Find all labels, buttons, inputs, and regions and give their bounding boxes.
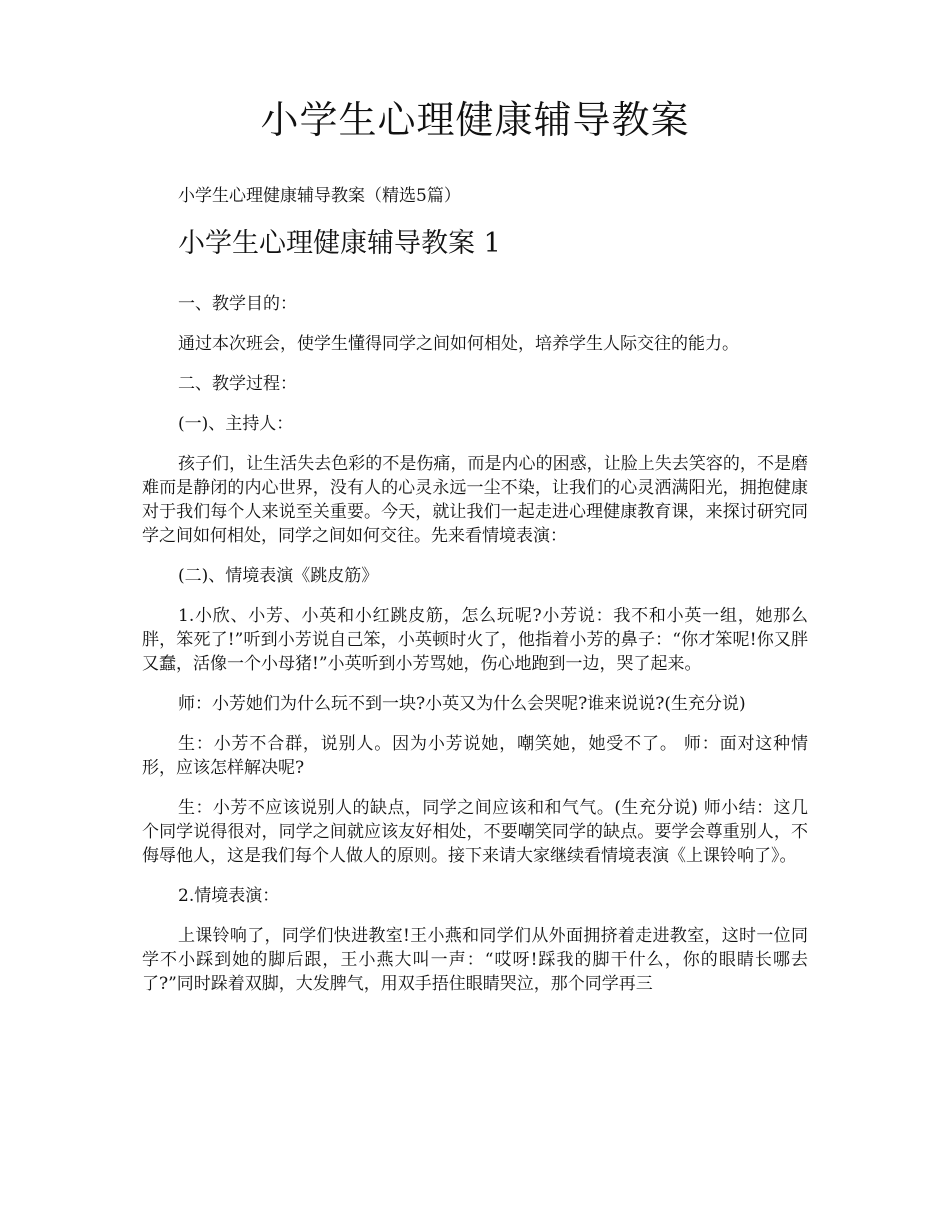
paragraph: (一)、主持人： xyxy=(178,414,294,434)
paragraph: 上课铃响了，同学们快进教室!王小燕和同学们从外面拥挤着走进教室，这时一位同学不小踩到她的脚后跟，王小燕大叫一声：“哎呀!踩我的脚干什么，你的眼睛长哪去了?”同时跺着双脚，大发脾气，用双手捂住眼睛哭泣，那个同学再三 xyxy=(142,926,808,994)
paragraph: 通过本次班会，使学生懂得同学之间如何相处，培养学生人际交往的能力。 xyxy=(178,334,739,354)
document-body xyxy=(142,292,808,1012)
paragraph: 师：小芳她们为什么玩不到一块?小英又为什么会哭呢?谁来说说?(生充分说) xyxy=(178,694,746,714)
paragraph: 一、教学目的： xyxy=(178,294,297,314)
document-title: 小学生心理健康辅导教案 xyxy=(260,98,690,142)
paragraph: 生：小芳不应该说别人的缺点，同学之间应该和和气气。(生充分说) 师小结：这几个同学说得很对，同学之间就应该友好相处，不要嘲笑同学的缺点。要学会尊重别人，不侮辱他人，这是我们每个人做人的原则。接下来请大家继续看情境表演《上课铃响了》。 xyxy=(142,798,808,866)
document-subtitle: 小学生心理健康辅导教案（精选5篇） xyxy=(178,186,461,206)
paragraph: 1.小欣、小芳、小英和小红跳皮筋，怎么玩呢?小芳说：我不和小英一组，她那么胖，笨死了!”听到小芳说自己笨，小英顿时火了，他指着小芳的鼻子：“你才笨呢!你又胖又蠢，活像一个小母猪!”小英听到小芳骂她，伤心地跑到一边，哭了起来。 xyxy=(142,606,808,674)
paragraph: 2.情境表演： xyxy=(178,886,280,906)
paragraph: (二)、情境表演《跳皮筋》 xyxy=(178,566,379,586)
paragraph: 生：小芳不合群，说别人。因为小芳说她，嘲笑她，她受不了。 师：面对这种情形，应该怎样解决呢? xyxy=(142,734,808,778)
section-heading: 小学生心理健康辅导教案 1 xyxy=(178,228,501,259)
paragraph: 孩子们，让生活失去色彩的不是伤痛，而是内心的困惑，让脸上失去笑容的，不是磨难而是静闭的内心世界，没有人的心灵永远一尘不染，让我们的心灵洒满阳光，拥抱健康对于我们每个人来说至关重要。今天，就让我们一起走进心理健康教育课，来探讨研究同学之间如何相处，同学之间如何交往。先来看情境表演： xyxy=(142,454,808,546)
paragraph: 二、教学过程： xyxy=(178,374,297,394)
